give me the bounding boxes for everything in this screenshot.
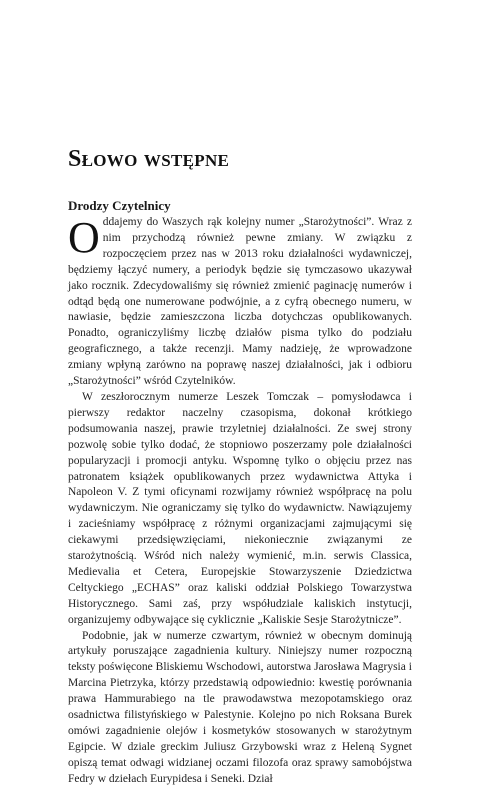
paragraph-2: W zeszłorocznym numerze Leszek Tomczak – pomysłodawca i pierwszy redaktor naczelny czasopisma, dokonał krótkiego podsumowania naszej, prawie trzyletniej działalności. Ze swej strony pozwolę sobie tylko dodać, że stopniowo poszerzamy pole działalności popularyzacji i promocji antyku. Wspomnę tylko o objęciu przez nas patronatem książek opublikowanych przez wydawnictwa Attyka i Napoleon V. Z tymi oficynami rozwijamy również współpracę na polu wydawniczym. Nie ograniczamy się tylko do wydawnictw. Nawiązujemy i zacieśniamy współpracę z różnymi organizacjami zajmującymi się ciekawymi przedsięwzięciami, niekoniecznie związanymi ze starożytnością. Wśród nich należy wymienić, m.in. serwis Classica, Medievalia et Cetera, Europejskie Stowarzyszenie Dziedzictwa Celtyckiego „ECHAS” oraz kaliski oddział Polskiego Towarzystwa Historycznego. Sami zaś, przy współudziale kaliskich instytucji, organizujemy odbywające się cyklicznie „Kaliskie Sesje Starożytnicze”.	[68, 390, 412, 626]
salutation-heading: Drodzy Czytelnicy	[68, 198, 171, 213]
paragraph-1	[68, 215, 412, 390]
paragraph-3: Podobnie, jak w numerze czwartym, również w obecnym dominują artykuły poruszające zagadnienia kultury. Niniejszy numer rozpoczną teksty poświęcone Bliskiemu Wschodowi, autorstwa Jarosława Magrysia i Marcina Pietrzyka, którzy przedstawią odpowiednio: kwestię porównania prawa Hammurabiego na tle prawodawstwa mezopotamskiego oraz osadnictwa filistyńskiego w Palestynie. Kolejno po nich Roksana Burek omówi zagadnienie olejów i kosmetyków stosowanych w starożytnym Egipcie. W dziale greckim Juliusz Grzybowski wraz z Heleną Sygnet opiszą temat odwagi widzianej oczami filozofa oraz sprawy samobójstwa Fedry w dziełach Eurypidesa i Seneki. Dział	[68, 629, 412, 785]
drop-cap: O	[68, 213, 100, 262]
body-text	[68, 215, 412, 788]
paragraph-1-text: ddajemy do Waszych rąk kolejny numer „Starożytności”. Wraz z nim przychodzą również pewne zmiany. W związku z rozpoczęciem przez nas w 2013 roku działalności wydawniczej, będziemy łączyć numery, a periodyk będzie się tymczasowo ukazywał jako rocznik. Zdecydowaliśmy się również zmienić paginację numerów i odtąd będą one numerowane podwójnie, a z cyfrą obecnego numeru, w nawiasie, będzie zamieszczona liczba dotychczas opublikowanych. Ponadto, ograniczyliśmy liczbę działów pisma tylko do podziału geograficznego, a także recenzji. Mamy nadzieję, że wprowadzone zmiany wpłyną zarówno na poprawę naszej działalności, jak i odbioru „Starożytności” wśród Czytelników.	[68, 216, 412, 388]
page-title: Słowo wstępne	[68, 146, 230, 172]
